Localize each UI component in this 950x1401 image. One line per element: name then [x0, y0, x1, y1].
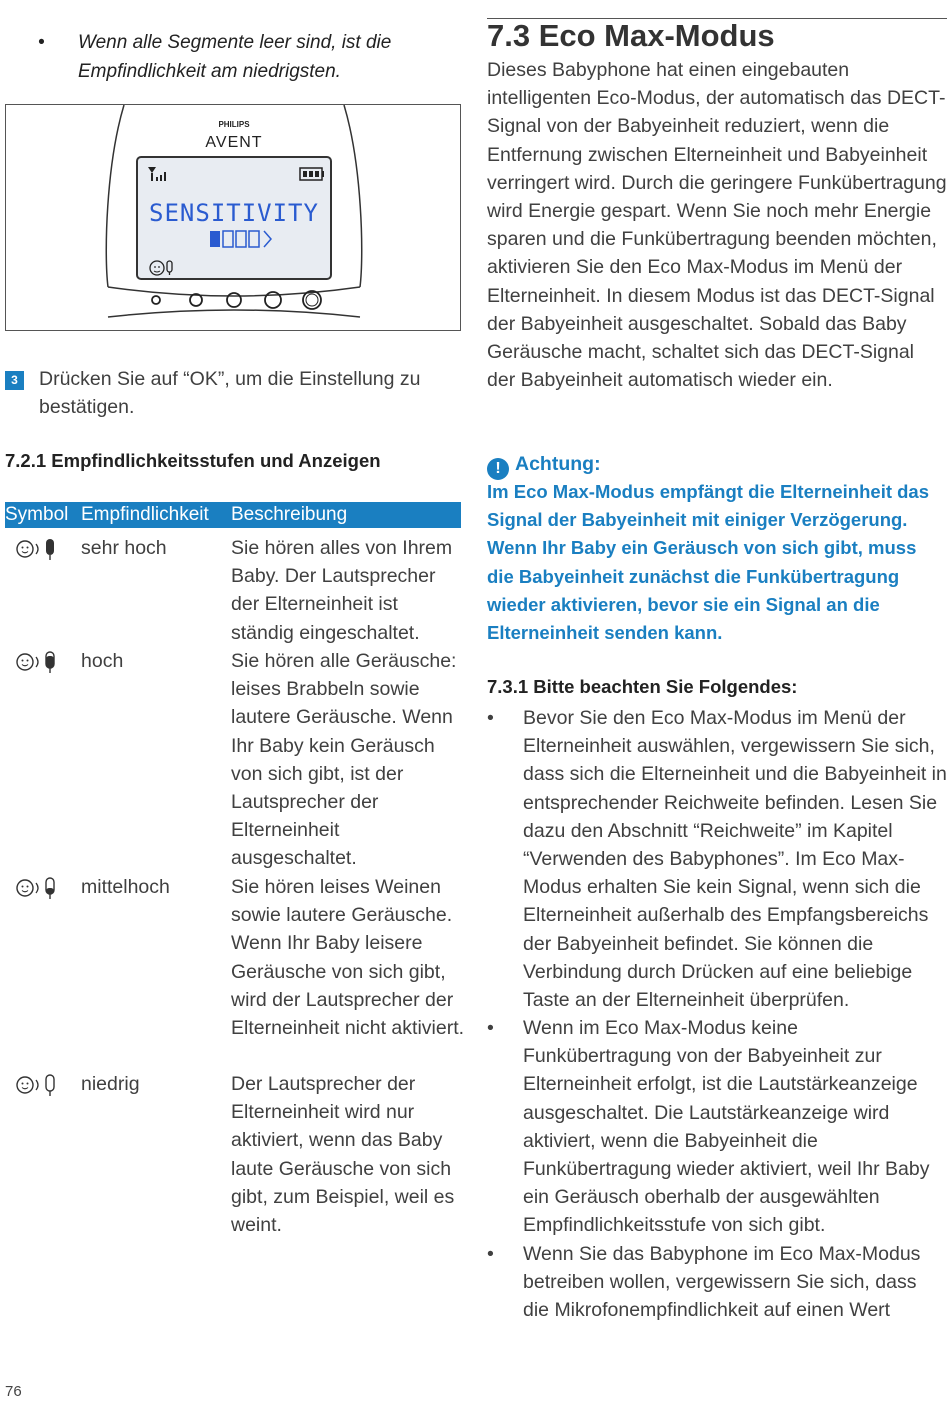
list-item-text: Wenn Sie das Babyphone im Eco Max-Modus betreiben wollen, vergewissern Sie sich, dass die Mikrofonempfindlichkeit auf einen Wert	[523, 1243, 921, 1322]
page-number: 76	[5, 1383, 22, 1400]
device-illustration	[5, 104, 461, 331]
brand-avent: AVENT	[205, 134, 263, 151]
device-button-3	[227, 293, 241, 307]
intro-paragraph: Dieses Babyphone hat einen eingebauten intelligenten Eco-Modus, der automatisch das DECT-Signal von der Babyeinheit reduziert, wenn die Entfernung zwischen Elterneinheit und Babyeinheit verringert wird. Durch die geringere Funkübertragung wird Energie gespart. Wenn Sie noch mehr Energie sparen und die Funkübertragung beenden möchten, aktivieren Sie den Eco Max-Modus im Menü der Elterneinheit. In diesem Modus ist das DECT-Signal der Babyeinheit ausgeschaltet. Sobald das Baby Geräusche macht, schaltet sich das DECT-Signal der Babyeinheit automatisch wieder ein.	[487, 59, 947, 392]
sensitivity-4-icon	[13, 536, 69, 562]
sensitivity-description: Sie hören alle Geräusche: leises Brabbeln sowie lautere Geräusche. Wenn Ihr Baby kein Geräusch von sich gibt, ist der Lautsprecher der Elterneinheit ausgeschaltet.	[231, 650, 457, 870]
step-number-badge: 3	[5, 371, 24, 390]
sensitivity-level: sehr hoch	[81, 537, 167, 559]
exclamation-icon: !	[487, 458, 509, 480]
bullet-dot: •	[487, 1017, 494, 1039]
step-text: Drücken Sie auf “OK”, um die Einstellung zu bestätigen.	[39, 368, 421, 418]
table-header-description: Beschreibung	[231, 504, 348, 525]
sensitivity-description: Sie hören leises Weinen sowie lautere Geräusche. Wenn Ihr Baby leisere Geräusche von sich gibt, wird der Lautsprecher der Elterneinheit nicht aktiviert.	[231, 876, 465, 1040]
bullet-dot: •	[487, 707, 494, 729]
subheading-7-2-1: 7.2.1 Empfindlichkeitsstufen und Anzeigen	[5, 450, 381, 471]
italic-bullet-text: Wenn alle Segmente leer sind, ist die Empfindlichkeit am niedrigsten.	[78, 32, 392, 82]
list-item-text: Bevor Sie den Eco Max-Modus im Menü der Elterneinheit auswählen, vergewissern Sie sich, dass sich die Elterneinheit und die Babyeinheit in entsprechender Reichweite befinden. Lesen Sie dazu den Abschnitt “Reichweite” im Kapitel “Verwenden des Babyphones”. Im Eco Max-Modus erhalten Sie kein Signal, wenn sich die Elterneinheit außerhalb des Empfangsbereichs der Babyeinheit befindet. Sie können die Verbindung durch Drücken auf eine beliebige Taste an der Elterneinheit überprüfen.	[523, 707, 947, 1012]
sensitivity-level: hoch	[81, 650, 124, 672]
screen-sensitivity-text: SENSITIVITY	[149, 199, 319, 227]
table-header-sensitivity: Empfindlichkeit	[81, 504, 209, 525]
sensitivity-description: Der Lautsprecher der Elterneinheit wird nur aktiviert, wenn das Baby laute Geräusche von sich gibt, zum Beispiel, weil es weint.	[231, 1073, 455, 1237]
warning-text: Im Eco Max-Modus empfängt die Elterneinheit das Signal der Babyeinheit mit einiger Verzögerung. Wenn Ihr Baby ein Geräusch von sich gibt, muss die Babyeinheit zunächst die Funkübertragung wieder aktivieren, bevor sie ein Signal an die Elterneinheit senden kann.	[487, 481, 930, 644]
warning-heading	[487, 450, 601, 480]
body-outline-right	[344, 105, 362, 287]
table-header-symbol: Symbol	[5, 504, 69, 525]
sensitivity-level: niedrig	[81, 1073, 140, 1095]
parent-unit-drawing	[6, 105, 461, 331]
section-title: 7.3 Eco Max-Modus	[487, 18, 775, 53]
button-panel-bottom	[108, 310, 360, 317]
device-button-1	[152, 296, 160, 304]
sensitivity-3-icon	[13, 649, 69, 675]
button-panel-top	[108, 287, 360, 296]
body-outline-left	[106, 105, 124, 287]
bullet-dot: •	[487, 1243, 494, 1265]
sensitivity-2-icon	[13, 875, 69, 901]
sensitivity-description: Sie hören alles von Ihrem Baby. Der Lautsprecher der Elterneinheit ist ständig eingeschaltet.	[231, 537, 453, 644]
brand-philips: PHILIPS	[218, 120, 250, 129]
device-button-5-inner	[306, 294, 318, 306]
warning-title: Achtung:	[515, 453, 601, 475]
subheading-7-3-1: 7.3.1 Bitte beachten Sie Folgendes:	[487, 676, 798, 697]
bullet-dot: •	[38, 32, 45, 53]
list-item-text: Wenn im Eco Max-Modus keine Funkübertragung von der Babyeinheit zur Elterneinheit erfolgt, ist die Lautstärkeanzeige ausgeschaltet. Die Lautstärkeanzeige wird aktiviert, wenn die Babyeinheit die Funkübertragung wieder aktiviert, weil Ihr Baby ein Geräusch oberhalb der ausgewählten Empfindlichkeitsstufe von sich gibt.	[523, 1017, 930, 1237]
sensitivity-1-icon	[13, 1072, 69, 1098]
table-header	[5, 502, 461, 528]
sensitivity-level: mittelhoch	[81, 876, 170, 898]
